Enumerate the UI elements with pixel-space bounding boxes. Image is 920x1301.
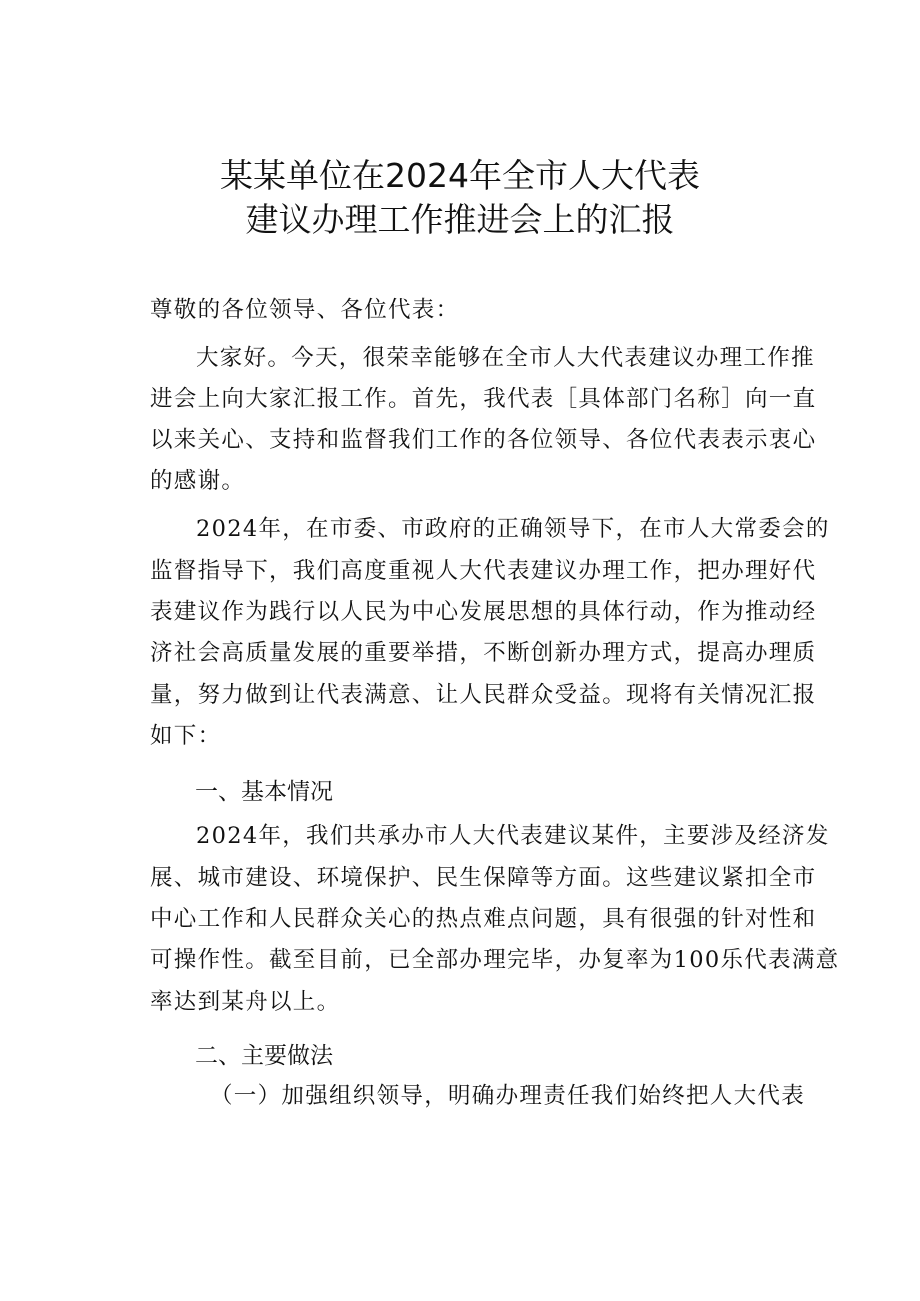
paragraph-2-line-5: 量，努力做到让代表满意、让人民群众受益。现将有关情况汇报 xyxy=(150,682,817,708)
document-title-line-1: 某某单位在2024年全市人大代表 xyxy=(220,156,700,195)
paragraph-1-line-1: 大家好。今天，很荣幸能够在全市人大代表建议办理工作推 xyxy=(196,345,815,371)
paragraph-2-line-2: 监督指导下，我们高度重视人大代表建议办理工作，把办理好代 xyxy=(150,558,817,584)
salutation: 尊敬的各位领导、各位代表： xyxy=(150,297,460,323)
paragraph-3-line-5: 率达到某舟以上。 xyxy=(150,989,341,1015)
paragraph-4-line-1: （一）加强组织领导，明确办理责任我们始终把人大代表 xyxy=(210,1083,806,1109)
paragraph-3-line-3: 中心工作和人民群众关心的热点难点问题，具有很强的针对性和 xyxy=(150,906,817,932)
paragraph-1-line-4: 的感谢。 xyxy=(150,468,246,494)
section-heading-2: 二、主要做法 xyxy=(195,1043,333,1069)
paragraph-3-line-1: 2024年，我们共承办市人大代表建议某件，主要涉及经济发 xyxy=(196,823,830,849)
document-title-line-2: 建议办理工作推进会上的汇报 xyxy=(245,200,675,239)
section-heading-1: 一、基本情况 xyxy=(195,779,333,805)
paragraph-1-line-3: 以来关心、支持和监督我们工作的各位领导、各位代表表示衷心 xyxy=(150,427,817,453)
paragraph-3-line-4: 可操作性。截至目前，已全部办理完毕，办复率为100乐代表满意 xyxy=(150,947,840,973)
paragraph-1-line-2: 进会上向大家汇报工作。首先，我代表［具体部门名称］向一直 xyxy=(150,386,817,412)
paragraph-3-line-2: 展、城市建设、环境保护、民生保障等方面。这些建议紧扣全市 xyxy=(150,865,817,891)
paragraph-2-line-3: 表建议作为践行以人民为中心发展思想的具体行动，作为推动经 xyxy=(150,599,817,625)
paragraph-2-line-4: 济社会高质量发展的重要举措，不断创新办理方式，提高办理质 xyxy=(150,640,817,666)
paragraph-2-line-1: 2024年，在市委、市政府的正确领导下，在市人大常委会的 xyxy=(196,516,830,542)
paragraph-2-line-6: 如下： xyxy=(150,723,222,749)
